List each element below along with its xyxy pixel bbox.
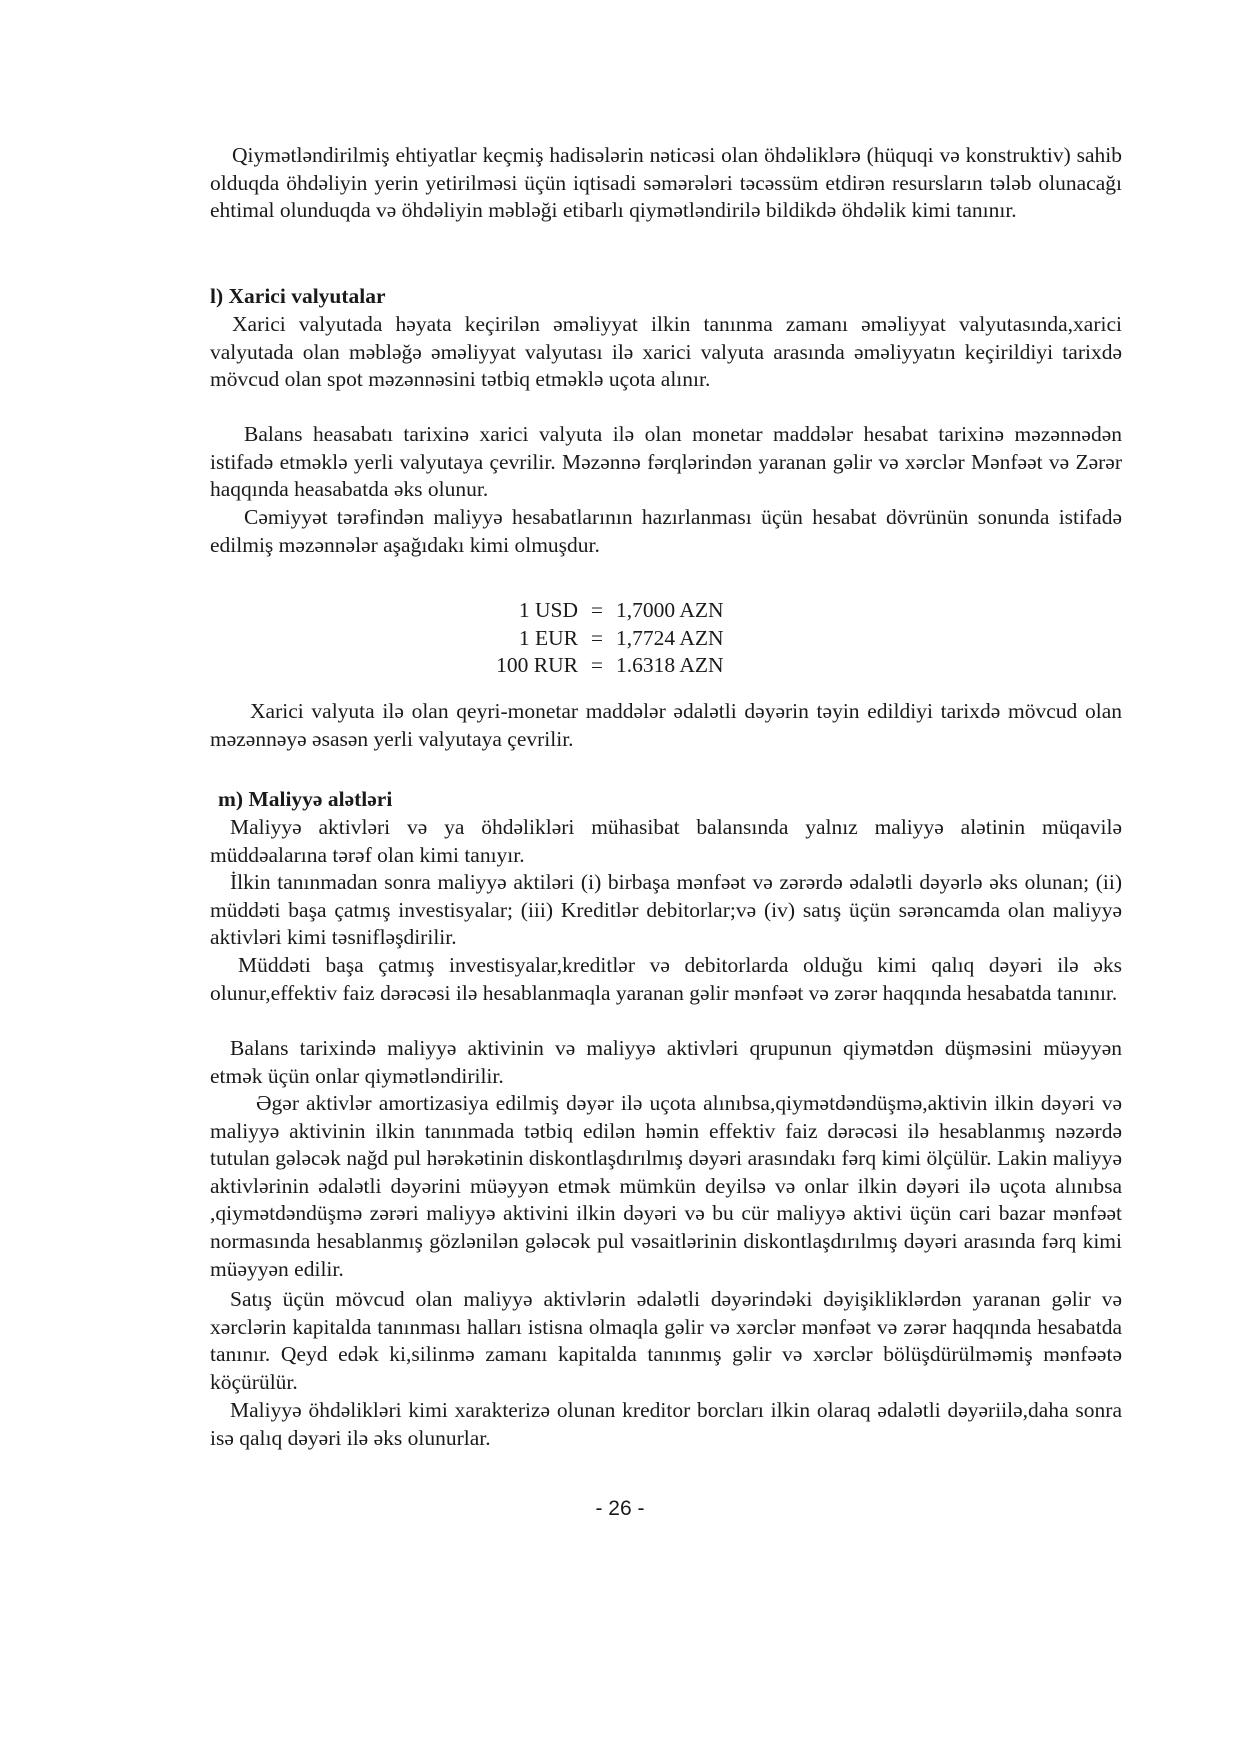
paragraph-fi-matured: Müddəti başa çatmış investisyalar,kreditlər və debitorlarda olduğu kimi qalıq dəyəri ilə əks olunur,effektiv faiz dərəcəsi ilə hesablanmaqla yaranan gəlir mənfəət və zərər haqqında hesabatda tanınır. [210,953,1122,1005]
rate-equals: = [590,598,604,622]
rate-currency: 1 EUR [518,625,578,650]
paragraph-provisions: Qiymətləndirilmiş ehtiyatlar keçmiş hadisələrin nəticəsi olan öhdəliklərə (hüquqi və konstruktiv) sahib olduqda öhdəliyin yerin yetirilməsi üçün iqtisadi səmərələri təcəssüm etdirən resursların tələb olunacağı ehtimal olunduqda və öhdəliyin məbləği etibarlı qiymətləndirilə bildikdə öhdəlik kimi tanınır. [210,143,1122,223]
paragraph-fi-impairment: Balans tarixində maliyyə aktivinin və maliyyə aktivləri qrupunun qiymətdən düşməsini müəyyən etmək üçün onlar qiymətləndirilir. [210,1036,1122,1088]
rate-row-rur [460,652,724,680]
rate-currency: 100 RUR [496,653,578,678]
rate-value: 1,7724 AZN [616,625,724,650]
paragraph-fi-amortized: Əgər aktivlər amortizasiya edilmiş dəyər ilə uçota alınıbsa,qiymətdəndüşmə,aktivin ilkin dəyəri və maliyyə aktivinin ilkin tanınmada tətbiq edilən həmin effektiv faiz dərəcəsi ilə hesablanmış nəzərdə tutulan gələcək nağd pul hərəkətinin diskontlaşdırılmış dəyəri arasındakı fərq kimi ölçülür. Lakin maliyyə aktivlərinin ədalətli dəyərini müəyyən etmək mümkün deyilsə və onlar ilkin dəyəri ilə uçota alınıbsa ,qiymətdəndüşmə zərəri maliyyə aktivini ilkin dəyəri və bu cür maliyyə aktivi üçün cari bazar mənfəət normasında hesablanmış gözlənilən gələcək pul vəsaitlərinin diskontlaşdırılmış dəyəri arasında fərq kimi müəyyən edilir. [210,1091,1122,1281]
rate-value: 1,7000 AZN [616,598,724,622]
rate-row-eur [460,625,724,653]
paragraph-fx-rates-intro: Cəmiyyət tərəfindən maliyyə hesabatlarının hazırlanması üçün hesabat dövrünün sonunda istifadə edilmiş məzənnələr aşağıdakı kimi olmuşdur. [210,505,1122,557]
rate-value: 1.6318 AZN [616,653,724,678]
heading-foreign-currency: l) Xarici valyutalar [210,284,386,308]
paragraph-fi-liabilities: Maliyyə öhdəlikləri kimi xarakterizə olunan kreditor borcları ilkin olaraq ədalətli dəyəriilə,daha sonra isə qalıq dəyəri ilə əks olunurlar. [210,1398,1122,1450]
rate-currency: 1 USD [518,598,578,622]
paragraph-fi-recognition: Maliyyə aktivləri və ya öhdəlikləri mühasibat balansında yalnız maliyyə alətinin müqavilə müddəalarına tərəf olan kimi tanıyır. [210,815,1122,867]
exchange-rates-table [460,597,724,680]
paragraph-fi-categories: İlkin tanınmadan sonra maliyyə aktiləri (i) birbaşa mənfəət və zərərdə ədalətli dəyərlə əks olunan; (ii) müddəti başa çatmış investisyalar; (iii) Kreditlər debitorlar;və (iv) satış üçün sərəncamda olan maliyyə aktivləri kimi təsnifləşdirilir. [210,870,1122,950]
paragraph-fx-balance: Balans heasabatı tarixinə xarici valyuta ilə olan monetar maddələr hesabat tarixinə məzənnədən istifadə etməklə yerli valyutaya çevrilir. Məzənnə fərqlərindən yaranan gəlir və xərclər Mənfəət və Zərər haqqında heasabatda əks olunur. [210,422,1122,502]
rate-row-usd [460,597,724,625]
rate-equals: = [590,625,604,650]
page-number: - 26 - [595,1497,645,1520]
heading-financial-instruments: m) Maliyyə alətləri [218,787,393,811]
paragraph-fx-intro: Xarici valyutada həyata keçirilən əməliyyat ilkin tanınma zamanı əməliyyat valyutasında,xarici valyutada olan məbləğə əməliyyat valyutası ilə xarici valyuta arasında əməliyyatın keçirildiyi tarixdə mövcud olan spot məzənnəsini tətbiq etməklə uçota alınır. [210,312,1122,392]
rate-equals: = [590,653,604,678]
paragraph-fx-nonmonetary: Xarici valyuta ilə olan qeyri-monetar maddələr ədalətli dəyərin təyin edildiyi tarixdə mövcud olan məzənnəyə əsasən yerli valyutaya çevrilir. [210,699,1122,751]
paragraph-fi-available-for-sale: Satış üçün mövcud olan maliyyə aktivlərin ədalətli dəyərindəki dəyişikliklərdən yaranan gəlir və xərclərin kapitalda tanınması halları istisna olmaqla gəlir və xərclər mənfəət və zərər haqqında hesabatda tanınır. Qeyd edək ki,silinmə zamanı kapitalda tanınmış gəlir və xərclər bölüşdürülməmiş mənfəətə köçürülür. [210,1287,1122,1394]
